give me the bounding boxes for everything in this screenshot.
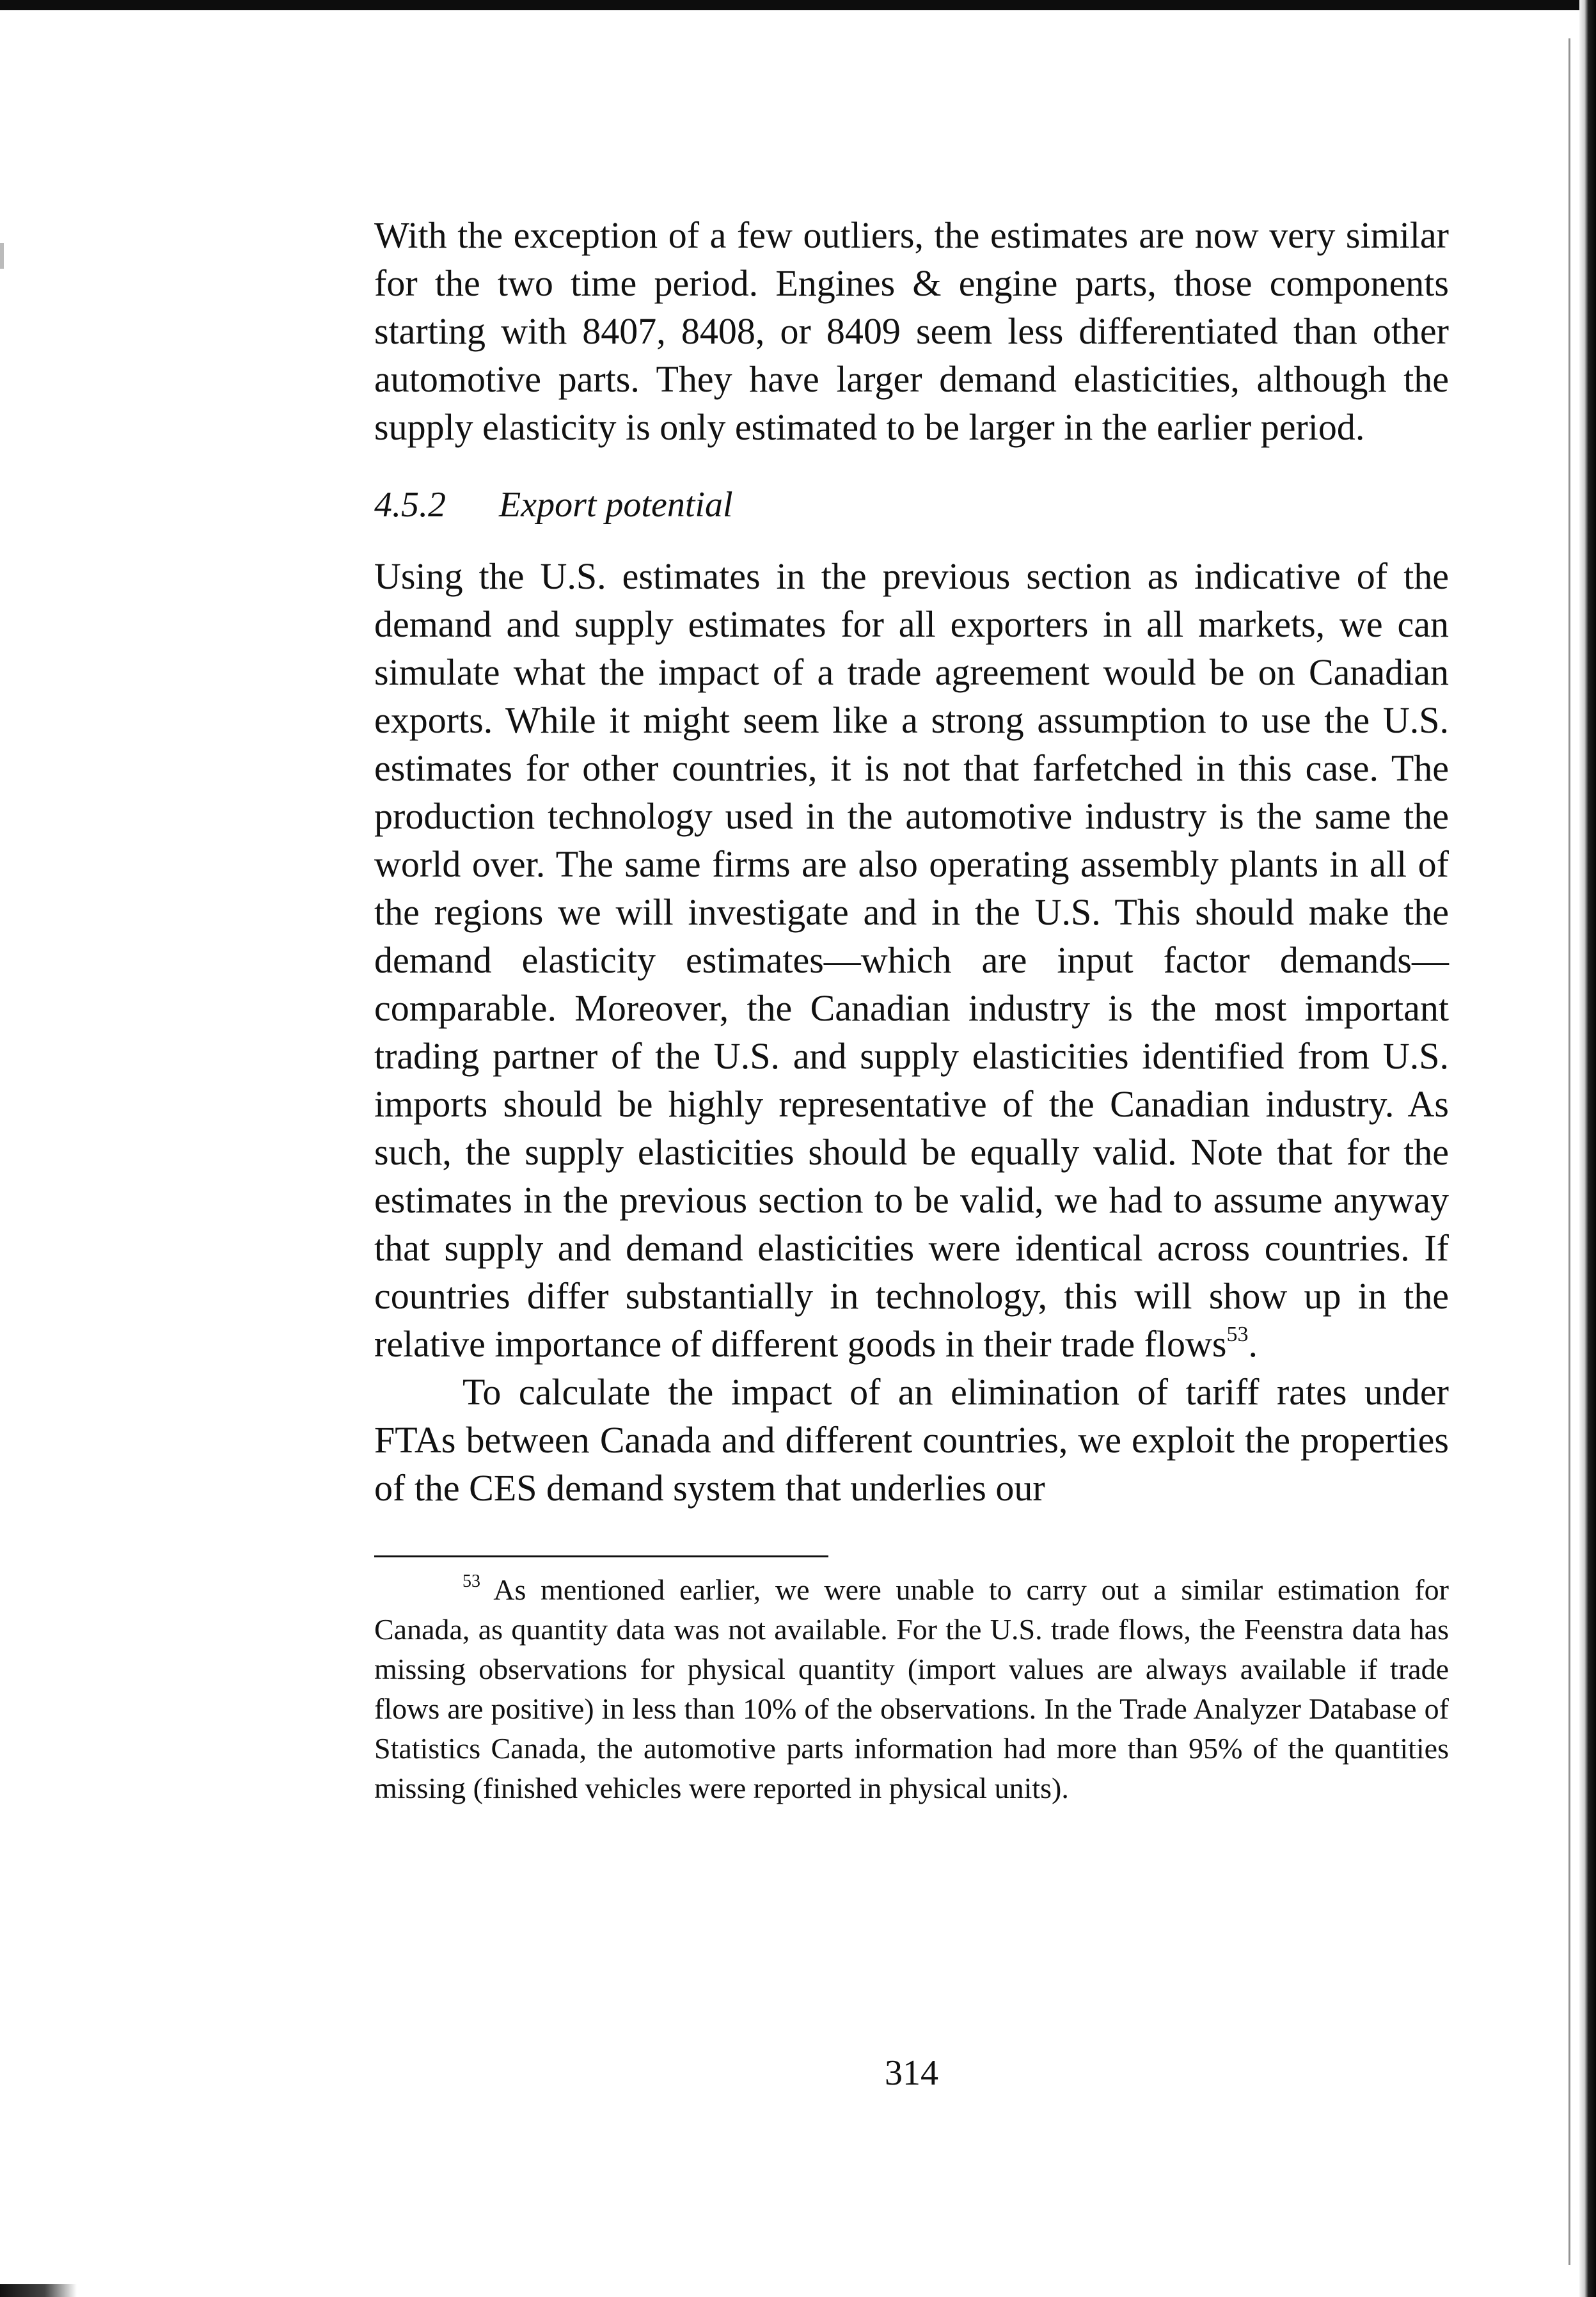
footnote-text: As mentioned earlier, we were unable to carry out a similar estimation for Canada, as quantity data was not available. For the U.S. trade flows, the Feenstra data has missing observations for physical quantity (import values are always available if trade flows are positive) in less than 10% of the observations. In the Trade Analyzer Database of Statistics Canada, the automotive parts information had more than 95% of the quantities missing (finished vehicles were reported in physical units).: [374, 1573, 1449, 1804]
scan-speck: [0, 243, 4, 269]
page-number: 314: [885, 2053, 938, 2093]
page-body: [374, 211, 1449, 1808]
section-heading: [374, 482, 1449, 528]
footnote-reference[interactable]: 53: [1226, 1323, 1249, 1346]
footnote-number: 53: [462, 1571, 480, 1591]
scan-border-bottom-left: [0, 2284, 77, 2297]
body-paragraph-2-end: .: [1248, 1323, 1258, 1365]
body-paragraph-2: [374, 552, 1449, 1368]
body-paragraph-1: With the exception of a few outliers, the estimates are now very similar for the two time period. Engines & engine parts, those components starting with 8407, 8408, or 8409 seem less differentiated than other automotive parts. They have larger demand elasticities, although the supply elasticity is only estimated to be larger in the earlier period.: [374, 214, 1449, 448]
body-paragraph-2-text: Using the U.S. estimates in the previous section as indicative of the demand and supply estimates for all exporters in all markets, we can simulate what the impact of a trade agreement would be on Canadian exports. While it might seem like a strong assumption to use the U.S. estimates for other countries, it is not that farfetched in this case. The production technology used in the automotive industry is the same the world over. The same firms are also operating assembly plants in all of the regions we will investigate and in the U.S. This should make the demand elasticity estimates—which are input factor demands—comparable. Moreover, the Canadian industry is the most important trading partner of the U.S. and supply elasticities identified from U.S. imports should be highly representative of the Canadian industry. As such, the supply elasticities should be equally valid. Note that for the estimates in the previous section to be valid, we had to assume anyway that supply and demand elasticities were identical across countries. If countries differ substantially in technology, this will show up in the relative importance of different goods in their trade flows: [374, 555, 1449, 1365]
footnote: [374, 1570, 1449, 1808]
body-paragraph-3: To calculate the impact of an elimination of tariff rates under FTAs between Canada and different countries, we exploit the properties of the CES demand system that underlies our: [374, 1371, 1449, 1509]
footnote-separator: [374, 1555, 828, 1557]
scan-border-right: [1579, 0, 1596, 2297]
scan-border-top: [0, 0, 1596, 10]
section-title: Export potential: [499, 485, 733, 525]
section-number: 4.5.2: [374, 485, 446, 525]
scan-binding-shadow: [1568, 38, 1570, 2265]
